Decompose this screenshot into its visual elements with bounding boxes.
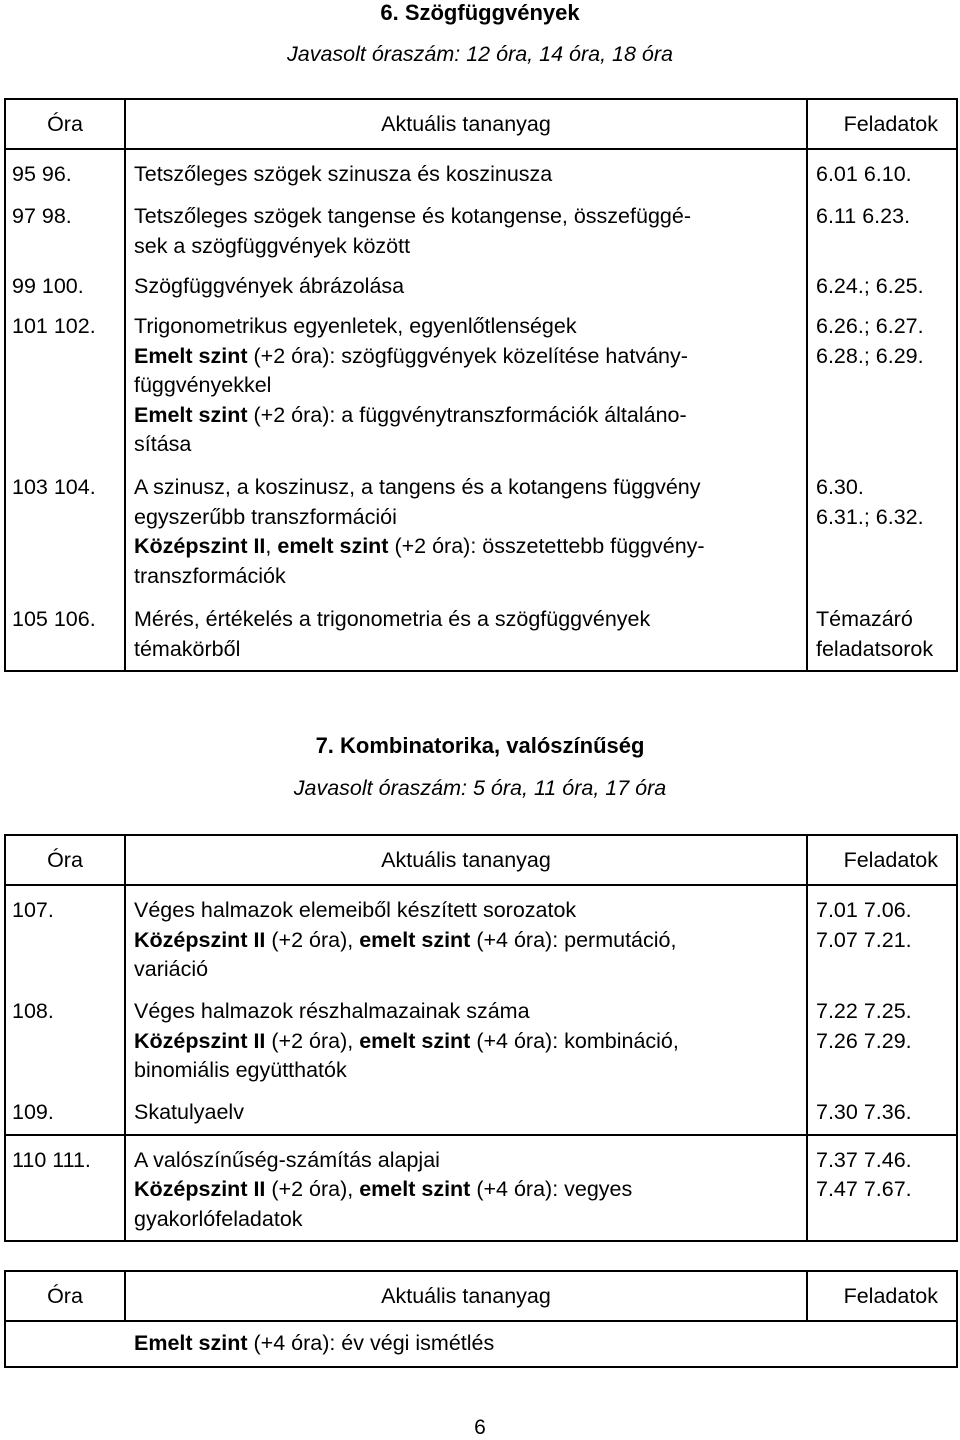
table-header-row <box>5 99 957 149</box>
table-row <box>5 149 957 671</box>
table-header-row <box>5 835 957 885</box>
header-curriculum: Aktuális tananyag <box>125 835 807 885</box>
hour-99-100: 99 100. <box>12 274 84 298</box>
list-item: Szögfüggvények ábrázolása <box>134 274 405 298</box>
list-item: Skatulyaelv <box>134 1100 244 1124</box>
tasks-cell: 6.01 6.10. 6.11 6.23. 6.24.; 6.25. 6.26.; 6.27. 6.28.; 6.29. 6.30. 6.31.; 6.32. Témazáró feladatsorok <box>807 149 957 671</box>
hour-95-96: 95 96. <box>12 162 72 186</box>
header-hour: Óra <box>5 835 125 885</box>
hour-cell: 107. 108. 109. <box>5 885 125 1135</box>
hour-103-104: 103 104. <box>12 475 96 499</box>
table-row <box>5 1321 957 1367</box>
header-curriculum: Aktuális tananyag <box>125 99 807 149</box>
table-row <box>5 885 957 1135</box>
list-item: Tetszőleges szögek tangense és kotangense, összefüggé- sek a szögfüggvények között <box>134 204 691 258</box>
section-6-title: 6. Szögfüggvények <box>380 0 580 25</box>
header-tasks: Feladatok <box>807 1271 957 1321</box>
tasks-cell: 7.01 7.06. 7.07 7.21. 7.22 7.25. 7.26 7.29. 7.30 7.36. <box>807 885 957 1135</box>
section-7-subtitle: Javasolt óraszám: 5 óra, 11 óra, 17 óra <box>293 776 667 800</box>
section-6-subtitle: Javasolt óraszám: 12 óra, 14 óra, 18 óra <box>286 42 673 66</box>
section-7-title: 7. Kombinatorika, valószínűség <box>315 733 645 758</box>
list-item: Trigonometrikus egyenletek, egyenlőtlenségek Emelt szint (+2 óra): szögfüggvények közelítése hatvány- függvényekkel Emelt szint (+2 óra): a függvénytranszformációk általáno- sítása <box>134 314 688 456</box>
hour-101-102: 101 102. <box>12 314 96 338</box>
list-item: A szinusz, a koszinusz, a tangens és a kotangens függvény egyszerűbb transzformációi Középszint II, emelt szint (+2 óra): összetettebb függvény- transzformációk <box>134 475 705 588</box>
hour-97-98: 97 98. <box>12 204 72 228</box>
header-tasks: Feladatok <box>807 99 957 149</box>
table-row: 110 111. A valószínűség-számítás alapjai Középszint II (+2 óra), emelt szint (+4 óra): vegyes gyakorlófeladatok 7.37 7.46. 7.47 7.67. <box>5 1135 957 1242</box>
page-number: 6 <box>474 1416 486 1439</box>
table-header-row <box>5 1271 957 1321</box>
section-6-table <box>4 98 958 672</box>
header-curriculum: Aktuális tananyag <box>125 1271 807 1321</box>
final-table <box>4 1270 958 1368</box>
hour-105-106: 105 106. <box>12 607 96 631</box>
final-row-cell: Emelt szint (+4 óra): év végi ismétlés <box>5 1321 957 1367</box>
list-item: Véges halmazok elemeiből készített sorozatok Középszint II (+2 óra), emelt szint (+4 óra): permutáció, variáció <box>134 898 677 981</box>
header-tasks: Feladatok <box>807 835 957 885</box>
list-item: Tetszőleges szögek szinusza és koszinusza <box>134 162 553 186</box>
header-hour: Óra <box>5 99 125 149</box>
list-item: Véges halmazok részhalmazainak száma Középszint II (+2 óra), emelt szint (+4 óra): kombináció, binomiális együtthatók <box>134 999 679 1082</box>
curriculum-cell <box>125 885 807 1135</box>
curriculum-cell <box>125 149 807 671</box>
section-7-table <box>4 834 958 1242</box>
list-item: Mérés, értékelés a trigonometria és a szögfüggvények témakörből <box>134 607 651 661</box>
header-hour: Óra <box>5 1271 125 1321</box>
hour-cell <box>5 149 125 671</box>
